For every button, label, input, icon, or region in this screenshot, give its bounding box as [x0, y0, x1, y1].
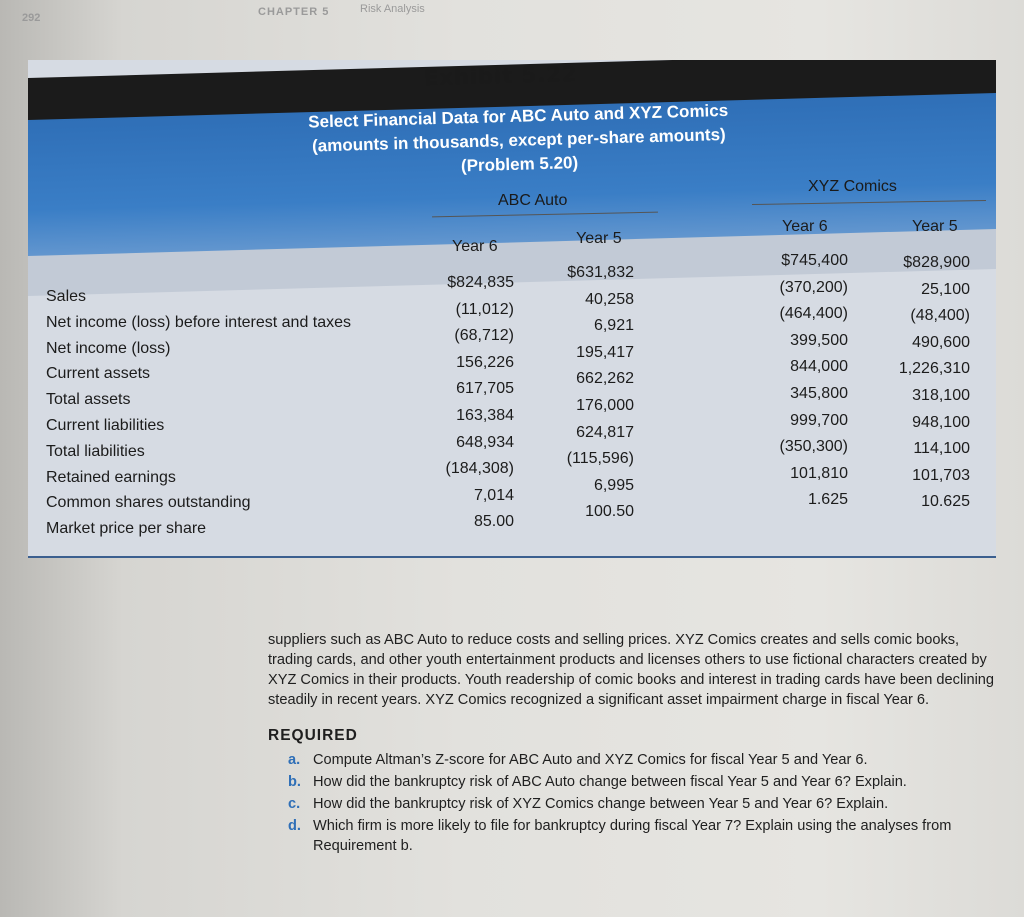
table-cell: 100.50	[585, 503, 634, 521]
table-cell: (350,300)	[779, 438, 848, 456]
table-cell: 6,921	[593, 317, 634, 335]
chapter-label: CHAPTER 5	[258, 6, 330, 18]
table-cell: 176,000	[576, 397, 634, 414]
item-text: How did the bankruptcy risk of ABC Auto change between fiscal Year 5 and Year 6? Explain.	[313, 774, 907, 790]
table-cell: 1.625	[807, 491, 848, 509]
row-label: Total assets	[46, 391, 131, 409]
required-heading: REQUIRED	[268, 727, 358, 744]
company-header-abc: ABC Auto	[498, 192, 568, 209]
problem-text	[268, 630, 998, 858]
table-cell: (184,308)	[445, 460, 514, 478]
row-label: Net income (loss) before interest and taxes	[46, 313, 352, 331]
table-cell: 1,226,310	[898, 360, 970, 378]
chapter-title: Risk Analysis	[360, 3, 425, 15]
col-header-xyz-year6: Year 6	[782, 218, 828, 235]
list-item	[288, 794, 998, 814]
table-cell: 25,100	[921, 280, 970, 298]
row-label: Current liabilities	[46, 417, 165, 434]
table-cell: 195,417	[576, 343, 634, 361]
table-cell: 7,014	[473, 486, 514, 504]
item-label: d.	[288, 818, 301, 834]
exhibit-subtitle-line: (Problem 5.20)	[460, 153, 579, 176]
table-cell: $745,400	[781, 252, 848, 269]
row-label: Current assets	[46, 365, 151, 383]
col-header-xyz-year5: Year 5	[912, 218, 958, 235]
table-cell: 6,995	[593, 476, 634, 494]
table-cell: 948,100	[912, 413, 970, 431]
table-cell: $828,900	[903, 254, 970, 271]
item-label: b.	[288, 774, 301, 790]
table-cell: 399,500	[790, 331, 848, 349]
table-cell: 624,817	[576, 423, 634, 441]
row-label: Common shares outstanding	[46, 494, 251, 512]
table-cell: (48,400)	[910, 307, 970, 325]
table-cell: (370,200)	[779, 278, 848, 296]
item-text: Compute Altman’s Z-score for ABC Auto and XYZ Comics for fiscal Year 5 and Year 6.	[313, 752, 868, 768]
body-paragraph: suppliers such as ABC Auto to reduce costs and selling prices. XYZ Comics creates and sells comic books, trading cards, and other youth entertainment products and licenses others to use fictional characters created by XYZ Comics in their products. Youth readership of comic books and interest in trading cards have been declining steadily in recent years. XYZ Comics recognized a significant asset impairment charge in fiscal Year 6.	[268, 632, 995, 708]
item-label: c.	[288, 796, 301, 812]
table-cell: 617,705	[456, 380, 514, 398]
exhibit-subtitle-line: Select Financial Data for ABC Auto and XYZ Comics	[308, 100, 729, 132]
exhibit-subtitle	[258, 97, 780, 183]
table-cell: 85.00	[473, 513, 514, 531]
table-cell: 114,100	[913, 440, 970, 458]
table-cell: 662,262	[576, 370, 634, 388]
item-label: a.	[288, 752, 301, 768]
row-label: Sales	[46, 288, 87, 305]
row-label: Net income (loss)	[46, 339, 171, 357]
table-cell: (11,012)	[455, 300, 514, 318]
table-cell: 101,703	[912, 466, 970, 484]
item-text: How did the bankruptcy risk of XYZ Comics change between Year 5 and Year 6? Explain.	[313, 796, 889, 812]
page-number: 292	[22, 12, 41, 24]
col-header-abc-year6: Year 6	[452, 238, 498, 255]
table-cell: $631,832	[567, 264, 634, 281]
list-item	[288, 750, 998, 770]
table-cell: 345,800	[790, 385, 848, 402]
table-cell: $824,835	[447, 274, 514, 291]
table-cell: 40,258	[585, 290, 634, 308]
table-cell: (464,400)	[779, 305, 848, 323]
table-cell: 156,226	[456, 353, 514, 371]
row-label: Retained earnings	[46, 468, 176, 486]
table-cell: (68,712)	[454, 327, 514, 345]
table-cell: 101,810	[790, 464, 848, 482]
running-head	[0, 3, 1024, 30]
company-header-xyz: XYZ Comics	[808, 178, 897, 195]
table-cell: 844,000	[790, 358, 848, 376]
table-cell: (115,596)	[566, 450, 634, 468]
row-label: Market price per share	[46, 520, 207, 538]
list-item	[288, 816, 998, 856]
table-cell: 318,100	[912, 387, 970, 404]
exhibit-label: Exhibit 5.22	[423, 61, 578, 91]
table-cell: 490,600	[912, 333, 970, 351]
required-list	[268, 750, 998, 856]
exhibit-table	[28, 60, 996, 558]
table-cell: 999,700	[790, 411, 848, 429]
item-text: Which firm is more likely to file for bankruptcy during fiscal Year 7? Explain using the analyses from Requirement b.	[313, 818, 952, 854]
table-cell: 163,384	[456, 407, 514, 424]
list-item	[288, 772, 998, 792]
table-cell: 648,934	[456, 433, 514, 451]
exhibit-subtitle-line: (amounts in thousands, except per-share amounts)	[311, 124, 726, 156]
table-cell: 10.625	[921, 493, 970, 511]
row-label: Total liabilities	[46, 442, 145, 460]
col-header-abc-year5: Year 5	[576, 230, 622, 247]
